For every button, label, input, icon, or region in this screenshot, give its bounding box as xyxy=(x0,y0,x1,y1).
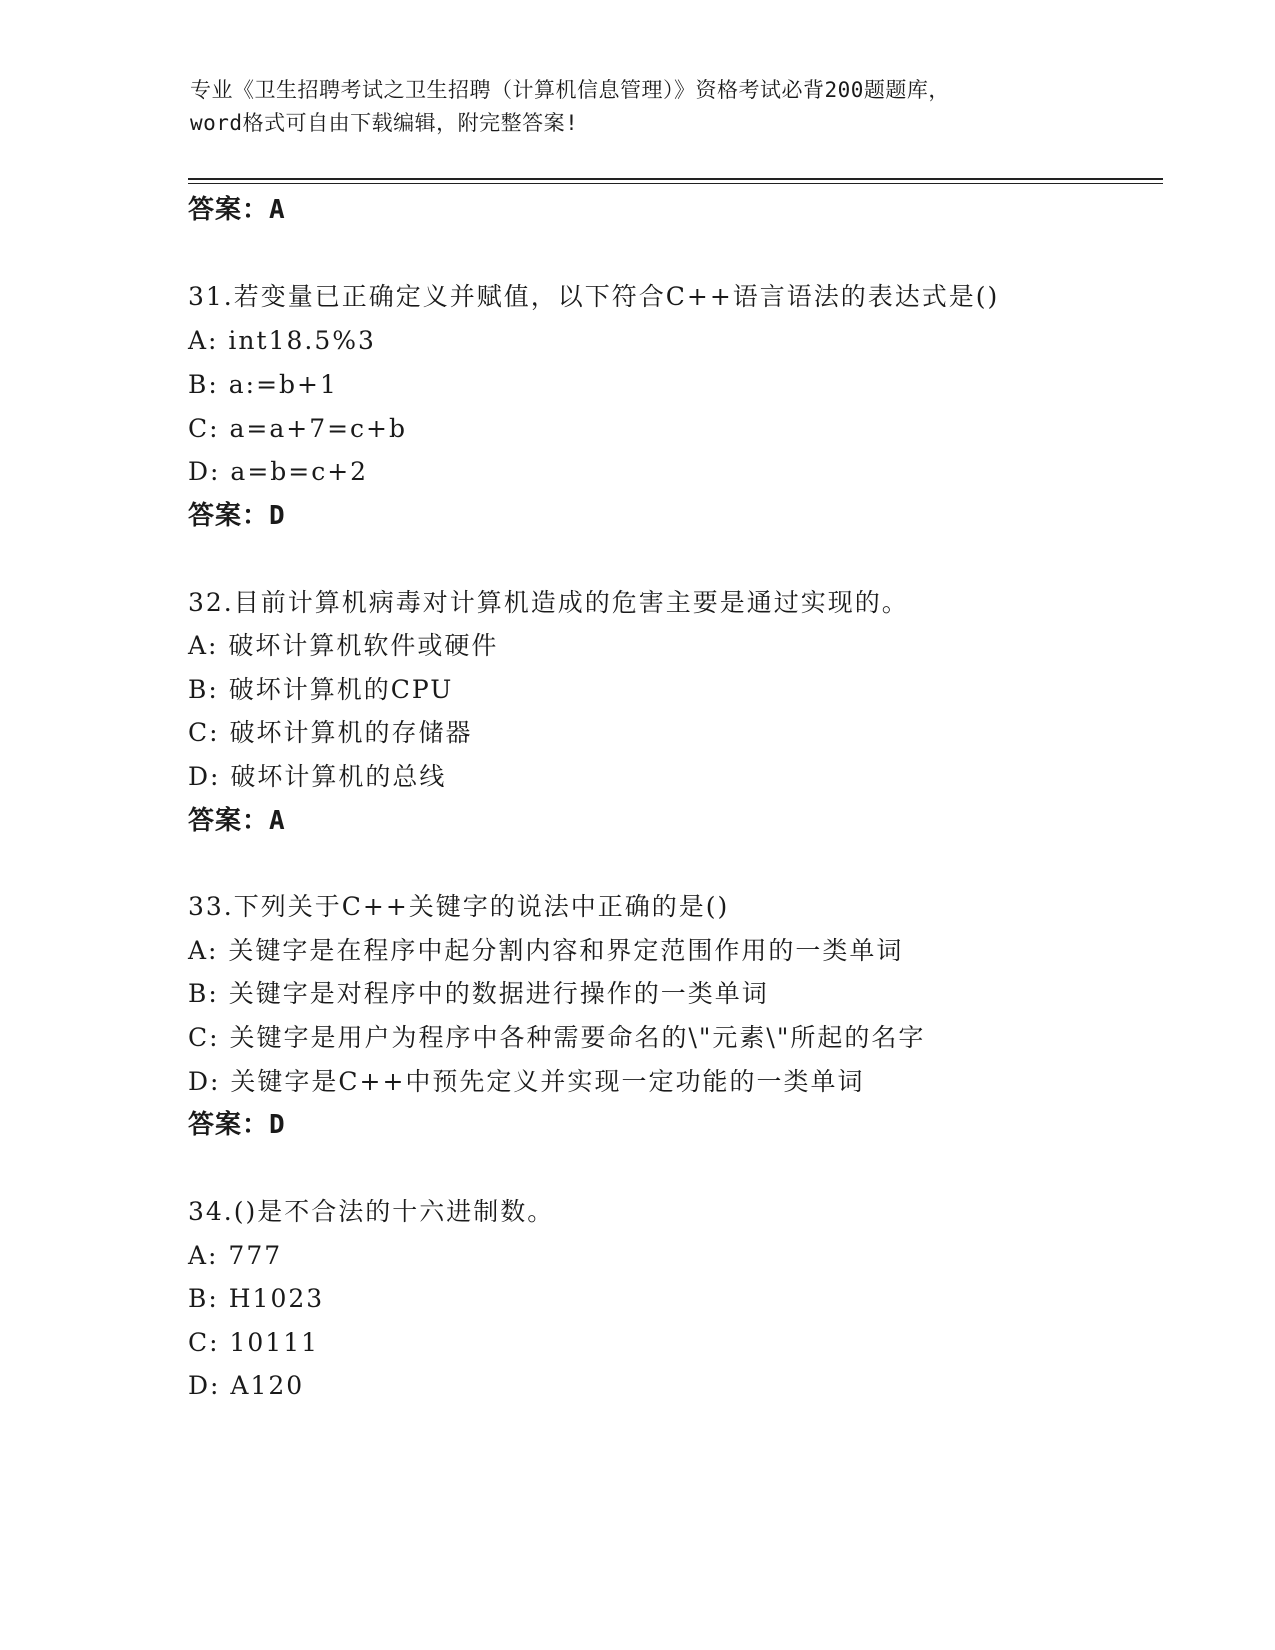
question-33-answer: 答案：D xyxy=(188,1110,286,1140)
header-rule-thin xyxy=(188,183,1163,184)
question-32-answer: 答案：A xyxy=(188,806,286,836)
question-33-stem: 33.下列关于C++关键字的说法中正确的是() xyxy=(188,892,730,921)
question-31-answer: 答案：D xyxy=(188,501,286,531)
question-31-option-c: C: a=a+7=c+b xyxy=(188,414,408,443)
header-rule-thick xyxy=(188,178,1163,180)
question-31-option-d: D: a=b=c+2 xyxy=(188,457,369,486)
question-34-option-a: A: 777 xyxy=(188,1241,283,1270)
question-32-stem: 32.目前计算机病毒对计算机造成的危害主要是通过实现的。 xyxy=(188,588,909,617)
question-34-option-c: C: 10111 xyxy=(188,1328,320,1357)
question-33-option-d: D: 关键字是C++中预先定义并实现一定功能的一类单词 xyxy=(188,1067,865,1096)
question-31-stem: 31.若变量已正确定义并赋值，以下符合C++语言语法的表达式是() xyxy=(188,282,1000,311)
question-32-option-a: A: 破坏计算机软件或硬件 xyxy=(188,631,499,660)
question-31-option-a: A: int18.5%3 xyxy=(188,326,376,355)
question-32-option-c: C: 破坏计算机的存储器 xyxy=(188,718,473,747)
header-line-1: 专业《卫生招聘考试之卫生招聘（计算机信息管理）》资格考试必背200题题库， xyxy=(190,78,950,102)
question-32-option-b: B: 破坏计算机的CPU xyxy=(188,675,454,704)
header-line-2: word格式可自由下载编辑，附完整答案! xyxy=(190,111,579,135)
question-34-option-d: D: A120 xyxy=(188,1371,305,1400)
question-34-option-b: B: H1023 xyxy=(188,1284,325,1313)
question-31-option-b: B: a:=b+1 xyxy=(188,370,338,399)
question-33-option-b: B: 关键字是对程序中的数据进行操作的一类单词 xyxy=(188,979,769,1008)
document-header xyxy=(190,74,1090,140)
question-33-option-a: A: 关键字是在程序中起分割内容和界定范围作用的一类单词 xyxy=(188,936,904,965)
question-33-option-c: C: 关键字是用户为程序中各种需要命名的\"元素\"所起的名字 xyxy=(188,1023,926,1052)
answer-prev: 答案：A xyxy=(188,195,286,225)
question-32-option-d: D: 破坏计算机的总线 xyxy=(188,762,447,791)
question-34-stem: 34.()是不合法的十六进制数。 xyxy=(188,1197,555,1226)
